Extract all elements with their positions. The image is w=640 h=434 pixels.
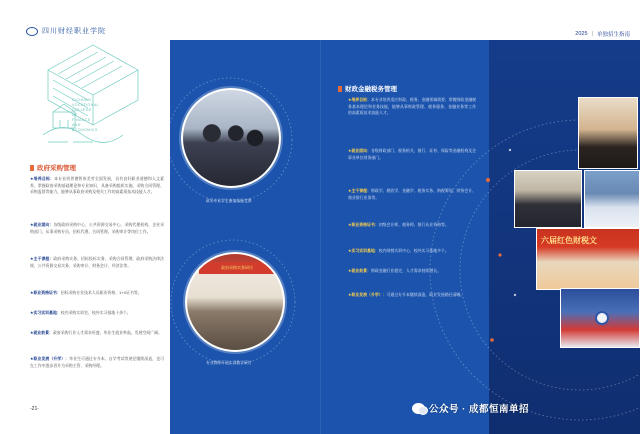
mid-paragraph-prospects: ★就业前景：财政金融行业稳定，人才需求持续增长。 <box>348 268 441 273</box>
mid-paragraph-certificates: ★职业资格证书：初级会计师、税务师、银行从业资格等。 <box>348 222 449 227</box>
top-white-margin <box>170 0 640 40</box>
mid-paragraph-training-goal: ★培养目标：本专业培养适应财政、税务、金融领域需要，掌握财政金融税务基本理论和业务技能，能够从事财政管理、税务服务、金融业务等工作的高素质技术技能人才。 <box>348 97 476 115</box>
photo-students-outdoor <box>584 170 640 228</box>
school-name: 四川财经职业学院 <box>42 27 106 35</box>
wechat-watermark: 公众号 · 成都恒南单招 <box>412 401 529 415</box>
photo-students-competition <box>181 88 281 188</box>
paragraph-training-base: ★实习实训基地：校内采购实训室、校外实习基地十余个。 <box>30 310 131 315</box>
photo-graduation-group <box>560 288 640 348</box>
campus-building-illustration <box>38 40 148 152</box>
paragraph-certificates: ★职业资格证书：招标采购专业技术人员职业资格、1+X证书等。 <box>30 290 142 295</box>
mid-paragraph-career-path: ★职业发展（升学）：可通过专升本继续深造，职业发展路径清晰。 <box>348 292 465 297</box>
meeting-banner: 政府采购实务研讨 <box>199 262 275 274</box>
mid-paragraph-employment: ★就业面向：各级财政部门、税务机关、银行、证券、保险等金融机构及企事业单位财务部门。 <box>348 148 476 160</box>
photo-red-finance-event <box>536 228 640 290</box>
section-marker-icon <box>30 165 34 171</box>
left-page <box>0 0 170 434</box>
paragraph-prospects: ★就业前景：政府采购行业人才需求旺盛，毕业生就业率高，发展空间广阔。 <box>30 330 162 335</box>
page-number: -21- <box>30 406 39 412</box>
guide-title: 单独招生指南 <box>596 32 630 38</box>
event-sign-text: 六届红色财税文 <box>541 236 597 245</box>
photo-teaching-seminar <box>185 252 285 352</box>
section-title-procurement: 政府采购管理 <box>30 163 76 172</box>
mid-paragraph-core-courses: ★主干课程：财政学、税收学、金融学、税务实务、纳税筹划、财务会计、商业银行业务等。 <box>348 188 476 200</box>
guide-header <box>575 30 630 38</box>
photo-caption-1: 政采专业学生参加技能竞赛 <box>206 199 252 203</box>
paragraph-employment: ★就业面向：各级政府采购中心、公共资源交易中心、采购代理机构、企业采购部门，从事采购专员、招标代理、合同管理、采购审计等岗位工作。 <box>30 222 164 234</box>
section-title-finance-tax: 财政金融税务管理 <box>338 84 397 93</box>
photo-award-ceremony <box>514 170 582 228</box>
wechat-icon <box>412 403 425 414</box>
page-fold <box>320 40 321 434</box>
school-emblem-icon <box>26 27 38 36</box>
paragraph-core-courses: ★主干课程：政府采购实务、招标投标实务、采购合同管理、政府采购法律法规、公共资源交易实务、采购审计、财务会计、经济法等。 <box>30 256 164 268</box>
photo-group-portrait <box>578 97 638 169</box>
college-english-name: SICHUAN VOCATIONAL COLLEGE OF FINANCE AND ECONOMICS <box>72 98 99 132</box>
mid-paragraph-training-base: ★实习实训基地：校内财税实训中心、校外实习基地多个。 <box>348 248 449 253</box>
school-badge-icon <box>595 311 609 325</box>
guide-year: 2025 <box>575 31 588 37</box>
photo-caption-2: 专业教师开展实训教学研讨 <box>206 361 252 365</box>
header-separator: | <box>591 31 593 37</box>
school-logo <box>26 26 106 36</box>
section-marker-icon <box>338 86 342 92</box>
paragraph-training-goal: ★培养目标：本专业培养德智体美劳全面发展，具有良好职业道德和人文素养，掌握政府采购基础理论和专业知识，具备采购组织实施、采购合同管理、采购监督等能力，能够从事政府采购及相关工作的高素质技术技能人才。 <box>30 176 164 194</box>
paragraph-career-path: ★职业发展（升学）：毕业生可通过专升本、自学考试等途径继续深造，也可在工作中逐步晋升为采购主管、采购经理。 <box>30 356 164 368</box>
